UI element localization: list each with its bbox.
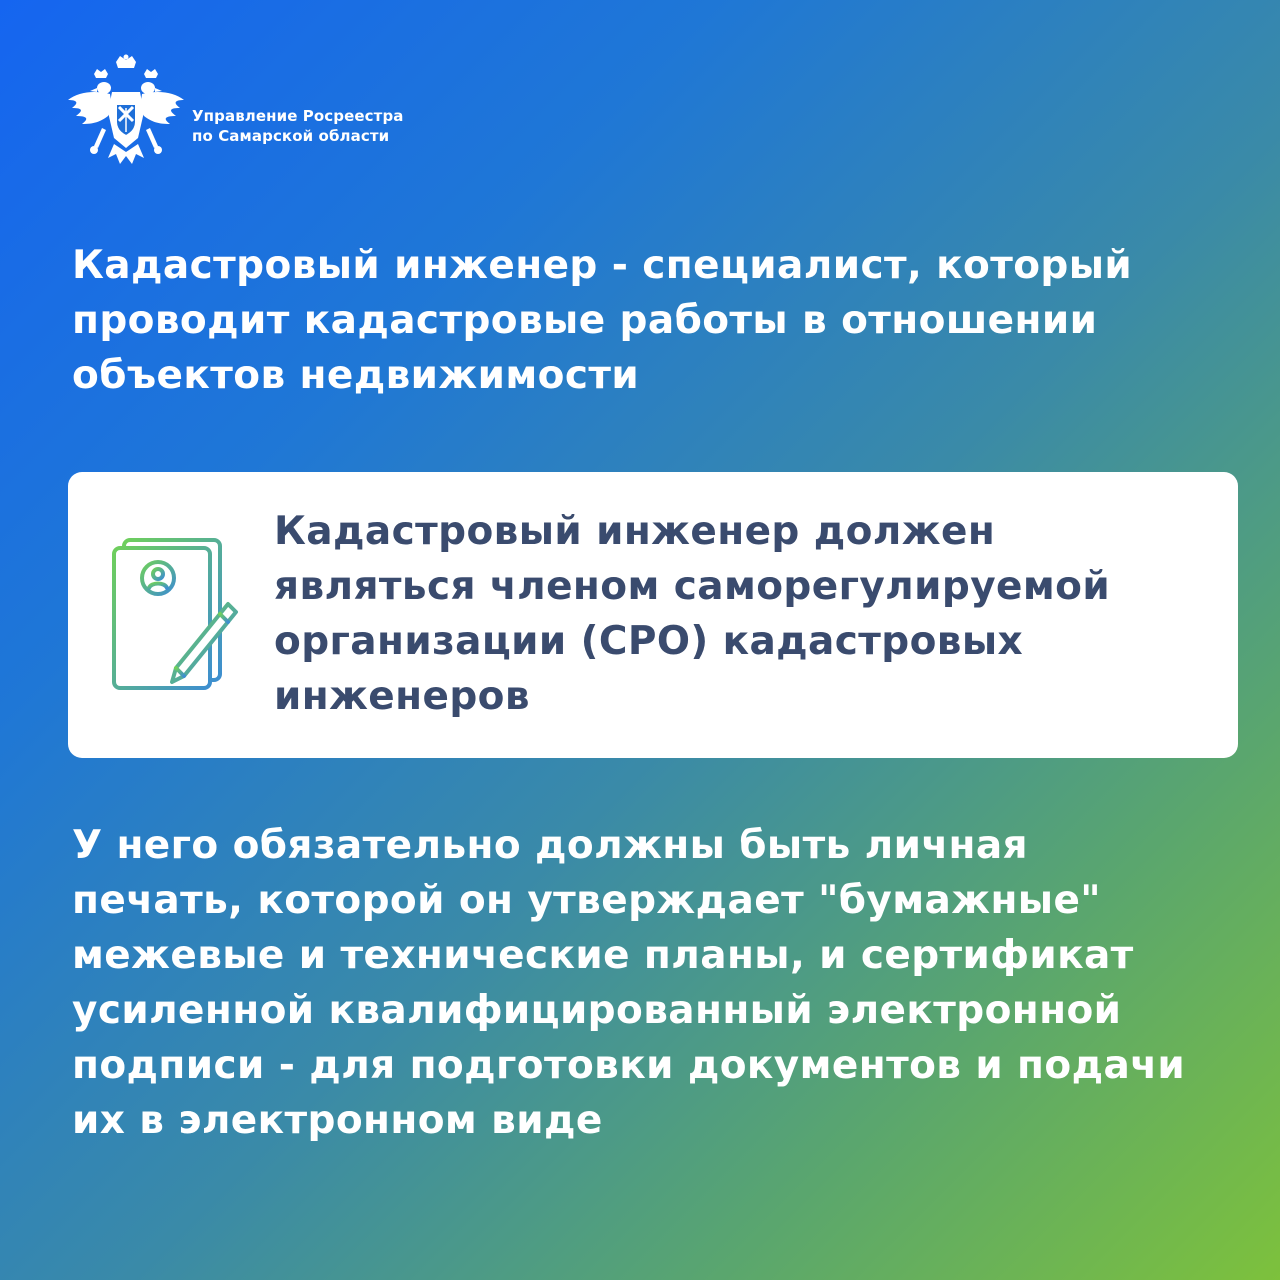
card-text-line: инженеров — [274, 674, 530, 719]
body-text — [72, 818, 1232, 1148]
card-text-line: организации (СРО) кадастровых — [274, 619, 1024, 664]
header — [64, 54, 484, 178]
body-text-line: У него обязательно должны быть личная — [72, 823, 1028, 868]
document-with-person-and-pen-icon — [110, 534, 244, 696]
body-text-line: усиленной квалифицированный электронной — [72, 988, 1122, 1033]
organization-name-line-2: по Самарской области — [192, 127, 390, 145]
organization-name-line-1: Управление Росреестра — [192, 107, 404, 125]
headline-line: проводит кадастровые работы в отношении — [72, 298, 1098, 343]
card-text-line: Кадастровый инженер должен — [274, 509, 996, 554]
headline-line: объектов недвижимости — [72, 353, 640, 398]
double-headed-eagle-emblem-icon — [64, 54, 188, 178]
body-text-line: печать, которой он утверждает "бумажные" — [72, 878, 1102, 923]
card-text — [274, 504, 1204, 724]
headline — [72, 238, 1212, 403]
headline-line: Кадастровый инженер - специалист, который — [72, 243, 1133, 288]
body-text-line: подписи - для подготовки документов и подачи — [72, 1043, 1186, 1088]
card-text-line: являться членом саморегулируемой — [274, 564, 1111, 609]
info-card — [68, 472, 1238, 758]
body-text-line: межевые и технические планы, и сертификат — [72, 933, 1134, 978]
organization-name — [192, 106, 404, 146]
body-text-line: их в электронном виде — [72, 1098, 603, 1143]
